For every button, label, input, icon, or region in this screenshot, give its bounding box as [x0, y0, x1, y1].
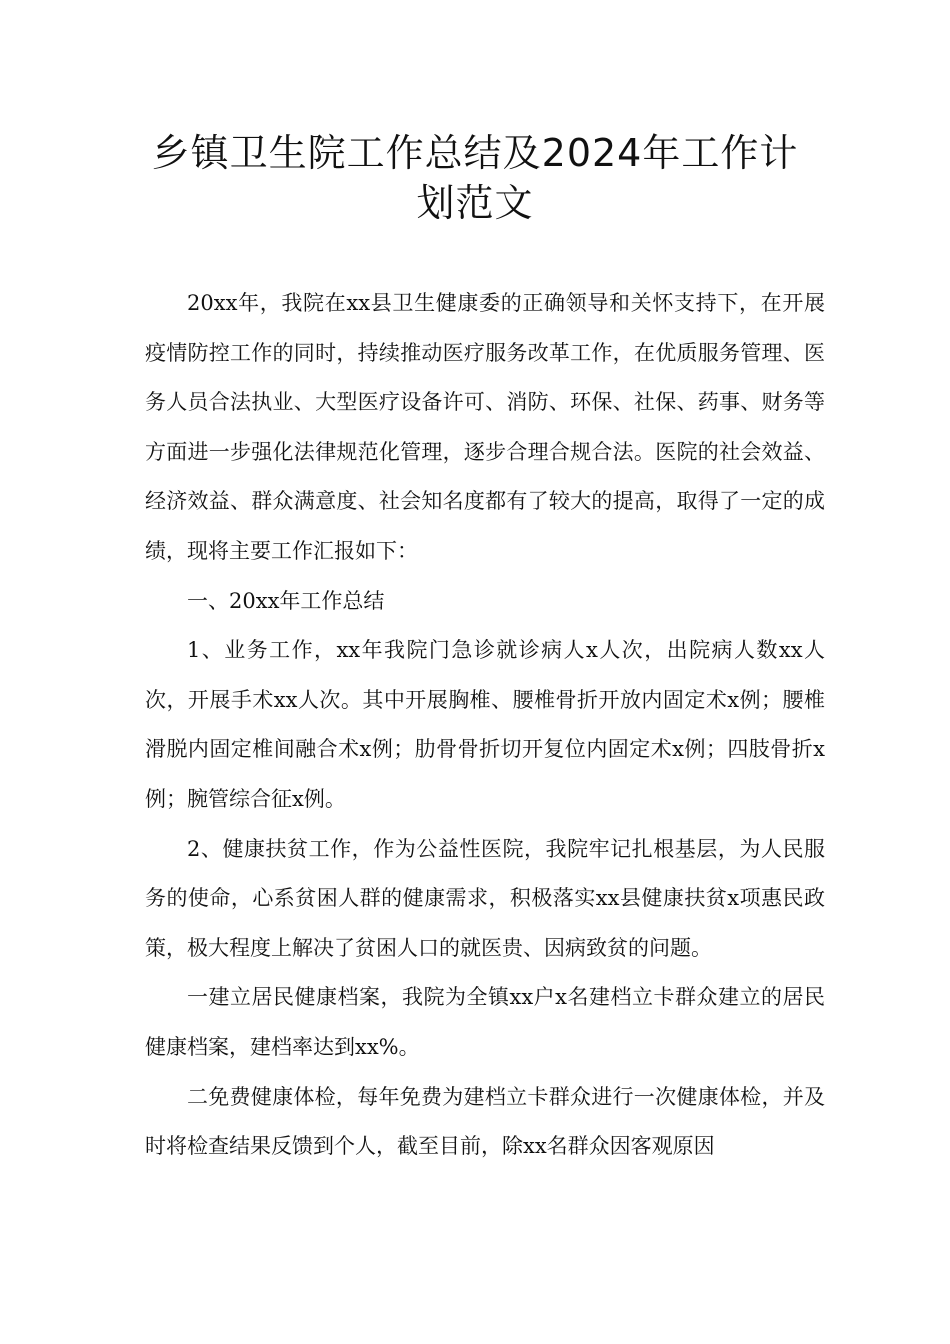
- document-title-line-1: 乡镇卫生院工作总结及2024年工作计: [151, 131, 799, 175]
- paragraph-health-poverty: 2、健康扶贫工作，作为公益性医院，我院牢记扎根基层，为人民服务的使命，心系贫困人群的健康需求，积极落实xx县健康扶贫x项惠民政策，极大程度上解决了贫困人口的就医贵、因病致贫的问题。: [145, 836, 825, 960]
- paragraph-intro: 20xx年，我院在xx县卫生健康委的正确领导和关怀支持下，在开展疫情防控工作的同时，持续推动医疗服务改革工作，在优质服务管理、医务人员合法执业、大型医疗设备许可、消防、环保、社保、药事、财务等方面进一步强化法律规范化管理，逐步合理合规合法。医院的社会效益、经济效益、群众满意度、社会知名度都有了较大的提高，取得了一定的成绩，现将主要工作汇报如下：: [145, 291, 825, 563]
- paragraph-health-records: 一建立居民健康档案，我院为全镇xx户x名建档立卡群众建立的居民健康档案，建档率达到xx%。: [145, 985, 825, 1059]
- document-title-line-2: 划范文: [416, 181, 534, 225]
- section-heading: 一、20xx年工作总结: [187, 588, 385, 613]
- document-body: [145, 279, 825, 1172]
- document-title: [120, 128, 830, 228]
- paragraph-free-checkup: 二免费健康体检，每年免费为建档立卡群众进行一次健康体检，并及时将检查结果反馈到个人，截至目前，除xx名群众因客观原因: [145, 1084, 825, 1159]
- paragraph-business-work: 1、业务工作，xx年我院门急诊就诊病人x人次，出院病人数xx人次，开展手术xx人次。其中开展胸椎、腰椎骨折开放内固定术x例；腰椎滑脱内固定椎间融合术x例；肋骨骨折切开复位内固定术x例；四肢骨折x例；腕管综合征x例。: [145, 638, 825, 811]
